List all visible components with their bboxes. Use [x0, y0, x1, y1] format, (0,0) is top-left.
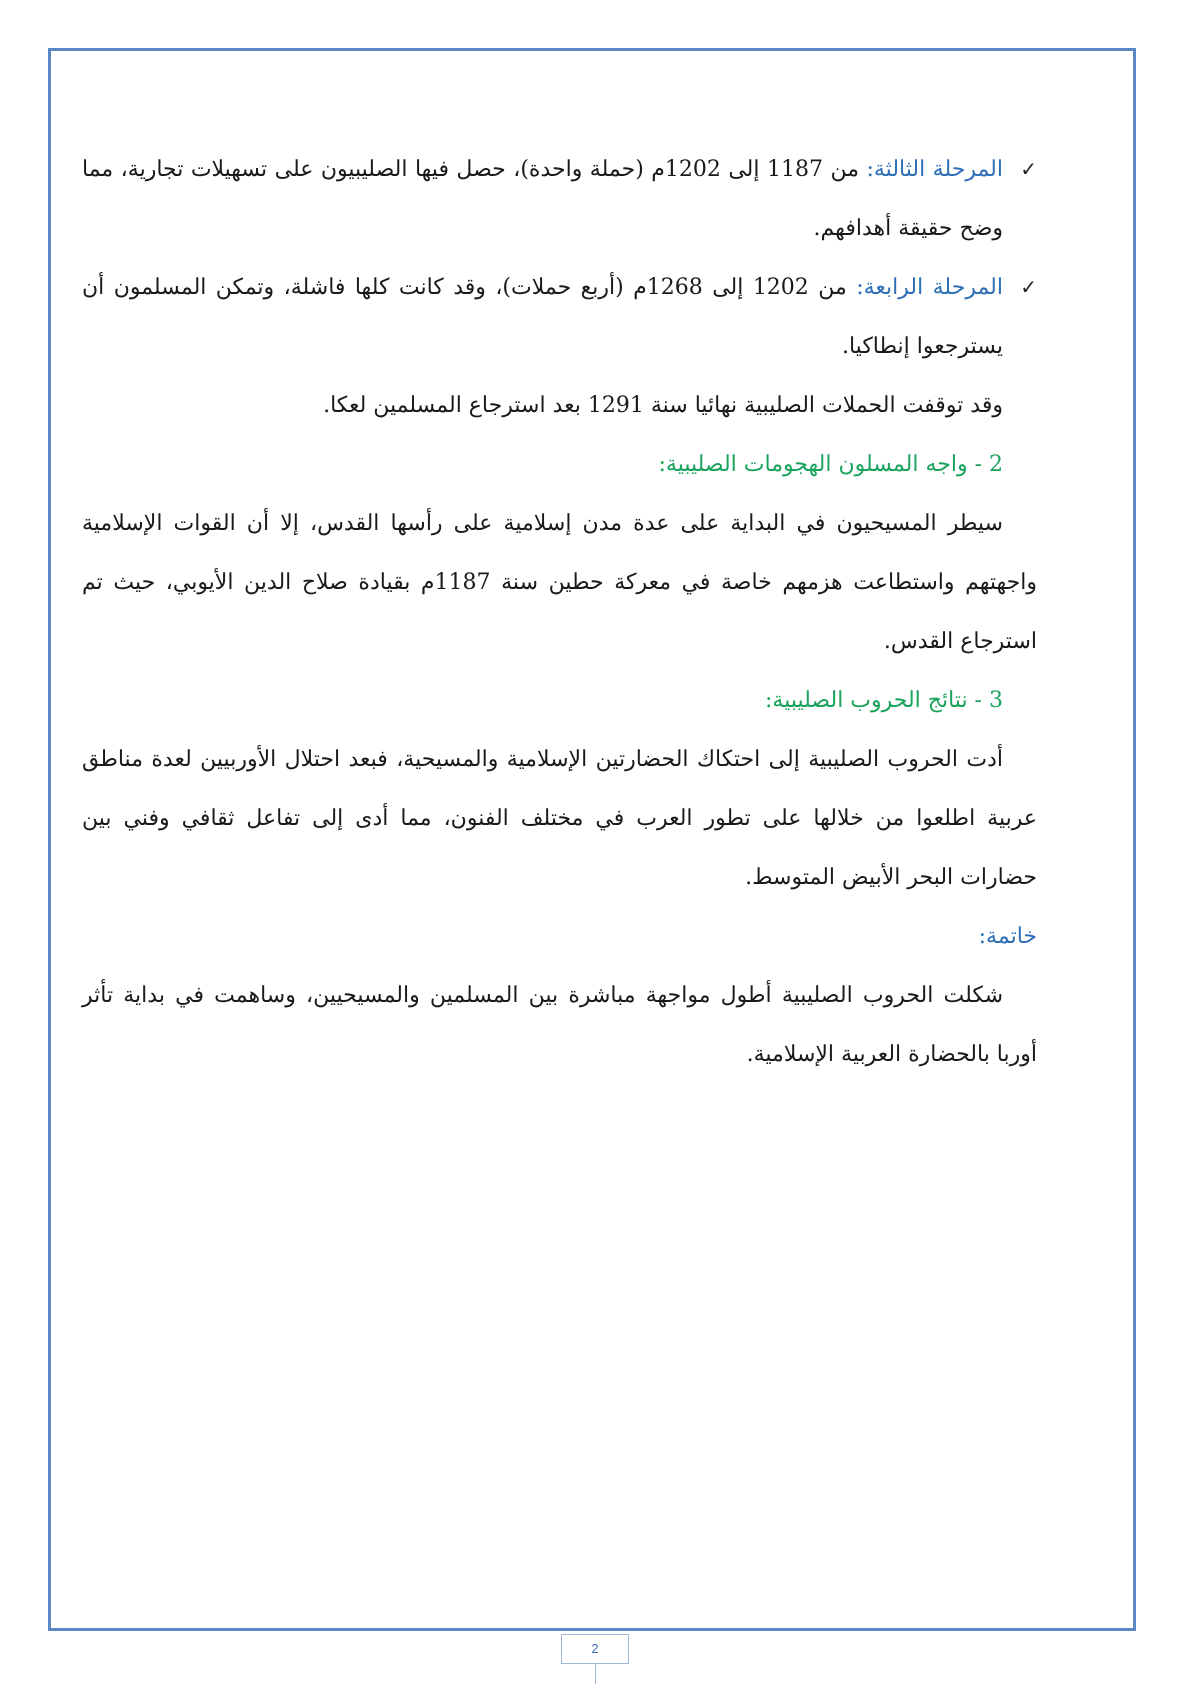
document-body: [82, 140, 1037, 1084]
page-number-tick: [595, 1664, 596, 1684]
section2-paragraph: سيطر المسيحيون في البداية على عدة مدن إسلامية على رأسها القدس، إلا أن القوات الإسلامية واجهتهم واستطاعت هزمهم خاصة في معركة حطين سنة 1187م بقيادة صلاح الدين الأيوبي، حيث تم استرجاع القدس.: [82, 511, 1037, 654]
stage4-bullet: [82, 258, 1037, 376]
stage4-text: من 1202 إلى 1268م (أربع حملات)، وقد كانت كلها فاشلة، وتمكن المسلمون أن يسترجعوا إنطاكيا.: [82, 275, 1003, 359]
section3-heading: 3 - نتائج الحروب الصليبية:: [765, 688, 1003, 713]
stage4-label: المرحلة الرابعة:: [856, 275, 1003, 300]
conclusion-heading: خاتمة:: [978, 924, 1037, 949]
check-icon: ✓: [1020, 275, 1037, 299]
stage3-label: المرحلة الثالثة:: [866, 157, 1003, 182]
stage3-bullet: [82, 140, 1037, 258]
conclusion-paragraph: شكلت الحروب الصليبية أطول مواجهة مباشرة بين المسلمين والمسيحيين، وساهمت في بداية تأثر أوربا بالحضارة العربية الإسلامية.: [82, 983, 1037, 1067]
check-icon: ✓: [1020, 157, 1037, 181]
end-note: وقد توقفت الحملات الصليبية نهائيا سنة 1291 بعد استرجاع المسلمين لعكا.: [323, 393, 1003, 418]
section2-heading: 2 - واجه المسلون الهجومات الصليبية:: [658, 452, 1003, 477]
section3-paragraph: أدت الحروب الصليبية إلى احتكاك الحضارتين الإسلامية والمسيحية، فبعد احتلال الأوربيين لعدة مناطق عربية اطلعوا من خلالها على تطور العرب في مختلف الفنون، مما أدى إلى تفاعل ثقافي وفني بين حضارات البحر الأبيض المتوسط.: [82, 747, 1037, 890]
page-number: 2: [561, 1634, 629, 1664]
stage3-text: من 1187 إلى 1202م (حملة واحدة)، حصل فيها الصليبيون على تسهيلات تجارية، مما وضح حقيقة أهدافهم.: [82, 157, 1003, 241]
